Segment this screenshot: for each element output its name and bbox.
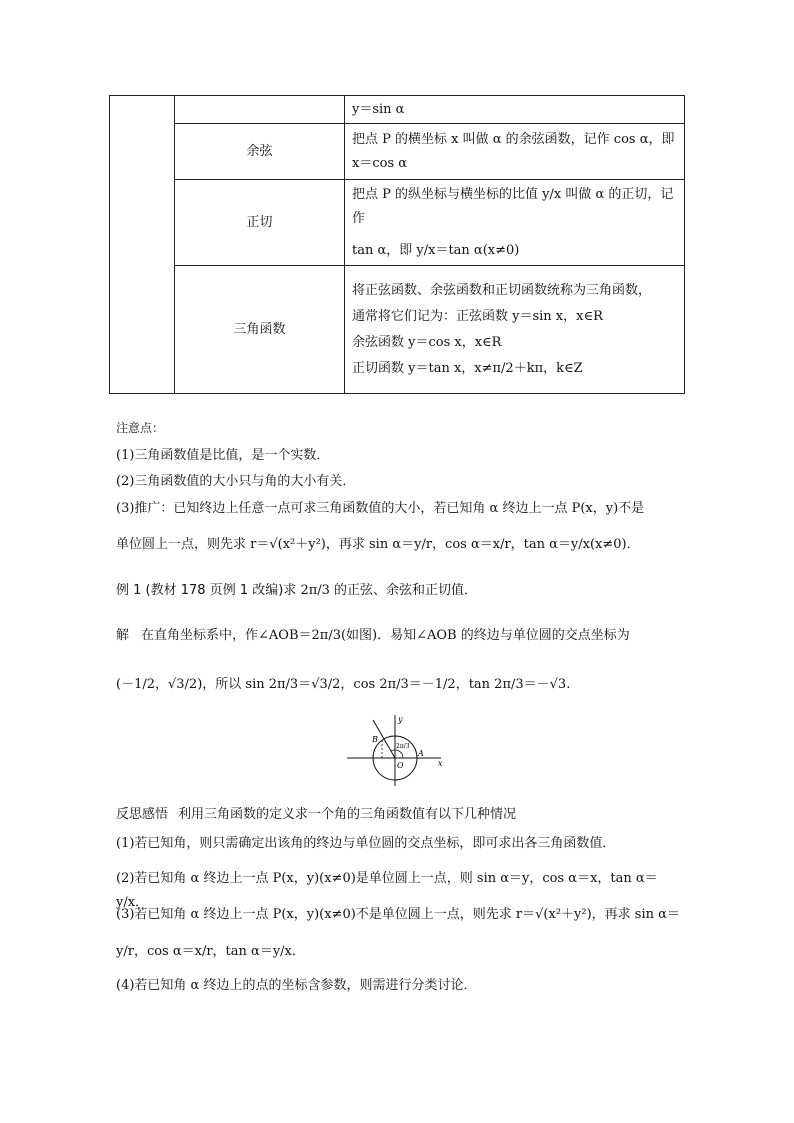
table-row: [110, 180, 685, 266]
trig-def-line3: 余弦函数 y＝cos x，x∈R: [352, 334, 502, 350]
trig-def-line1: 将正弦函数、余弦函数和正切函数统称为三角函数，: [352, 282, 652, 298]
reflection-3-line2: y/r，cos α＝x/r，tan α＝y/x．: [116, 944, 305, 959]
solution-line1: [116, 624, 686, 648]
reflection-intro: 利用三角函数的定义求一个角的三角函数值有以下几种情况: [178, 807, 517, 822]
sine-formula: y＝sin α: [345, 96, 685, 124]
notes-title: 注意点：: [116, 421, 165, 435]
reflection-2: (2)若已知角 α 终边上一点 P(x，y)(x≠0)是单位圆上一点，则 sin α＝y，cos α＝x，tan α＝y/x．: [116, 871, 658, 910]
trig-def-line4: 正切函数 y＝tan x，x≠π/2＋kπ，k∈Z: [352, 360, 583, 376]
example-question: 求 2π/3 的正弦、余弦和正切值．: [283, 583, 478, 598]
note-3-line2: 单位圆上一点，则先求 r＝√(x²＋y²)，再求 sin α＝y/r，cos α＝x/r，tan α＝y/x(x≠0)．: [116, 537, 640, 552]
trig-def-line2: 通常将它们记为：正弦函数 y＝sin x，x∈R: [352, 308, 603, 324]
example-label: 例 1: [116, 583, 142, 598]
table-row: [110, 96, 685, 124]
definition-table: [109, 95, 685, 394]
unit-circle-figure: [345, 712, 445, 788]
trig-function-definition: [345, 266, 685, 394]
note-1: (1)三角函数值是比值，是一个实数．: [116, 448, 330, 463]
reflection-heading: [116, 803, 686, 827]
table-left-column: [110, 96, 175, 394]
trig-function-name: 三角函数: [175, 266, 345, 394]
cosine-def-line1: 把点 P 的横坐标 x 叫做 α 的余弦函数，记作 cos α，即: [352, 131, 675, 147]
label-y: y: [398, 715, 403, 724]
label-o: O: [397, 761, 404, 770]
tangent-def-line1: 把点 P 的纵坐标与横坐标的比值 y/x 叫做 α 的正切，记作: [352, 186, 674, 226]
reflection-title: 反思感悟: [116, 807, 169, 822]
tangent-def-line2: tan α，即 y/x＝tan α(x≠0): [352, 242, 520, 258]
note-2: (2)三角函数值的大小只与角的大小有关．: [116, 474, 356, 489]
table-cell-empty: [175, 96, 345, 124]
tangent-name: 正切: [175, 180, 345, 266]
example-source: (教材 178 页例 1 改编): [145, 583, 284, 598]
table-row: [110, 266, 685, 394]
label-a: A: [418, 749, 424, 758]
cosine-name: 余弦: [175, 124, 345, 180]
reflection-1: (1)若已知角，则只需确定出该角的终边与单位圆的交点坐标，即可求出各三角函数值．: [116, 836, 616, 851]
solution-text1: 在直角坐标系中，作∠AOB＝2π/3(如图)．易知∠AOB 的终边与单位圆的交点坐标为: [141, 628, 630, 643]
solution-line2: (－1/2，√3/2)，所以 sin 2π/3＝√3/2，cos 2π/3＝－1/2，tan 2π/3＝－√3.: [116, 677, 571, 692]
reflection-3-line1: (3)若已知角 α 终边上一点 P(x，y)(x≠0)不是单位圆上一点，则先求 r＝√(x²＋y²)，再求 sin α＝: [116, 907, 680, 922]
tangent-definition: [345, 180, 685, 266]
label-x: x: [438, 759, 443, 768]
table-row: [110, 124, 685, 180]
example-1: [116, 579, 686, 603]
cosine-definition: [345, 124, 685, 180]
solution-label: 解: [116, 628, 130, 643]
label-angle: 2π/3: [396, 743, 410, 750]
cosine-def-line2: x＝cos α: [352, 155, 408, 171]
note-3-line1: (3)推广：已知终边上任意一点可求三角函数值的大小，若已知角 α 终边上一点 P(x，y)不是: [116, 501, 645, 516]
reflection-4: (4)若已知角 α 终边上的点的坐标含参数，则需进行分类讨论．: [116, 978, 477, 993]
label-b: B: [372, 735, 378, 744]
